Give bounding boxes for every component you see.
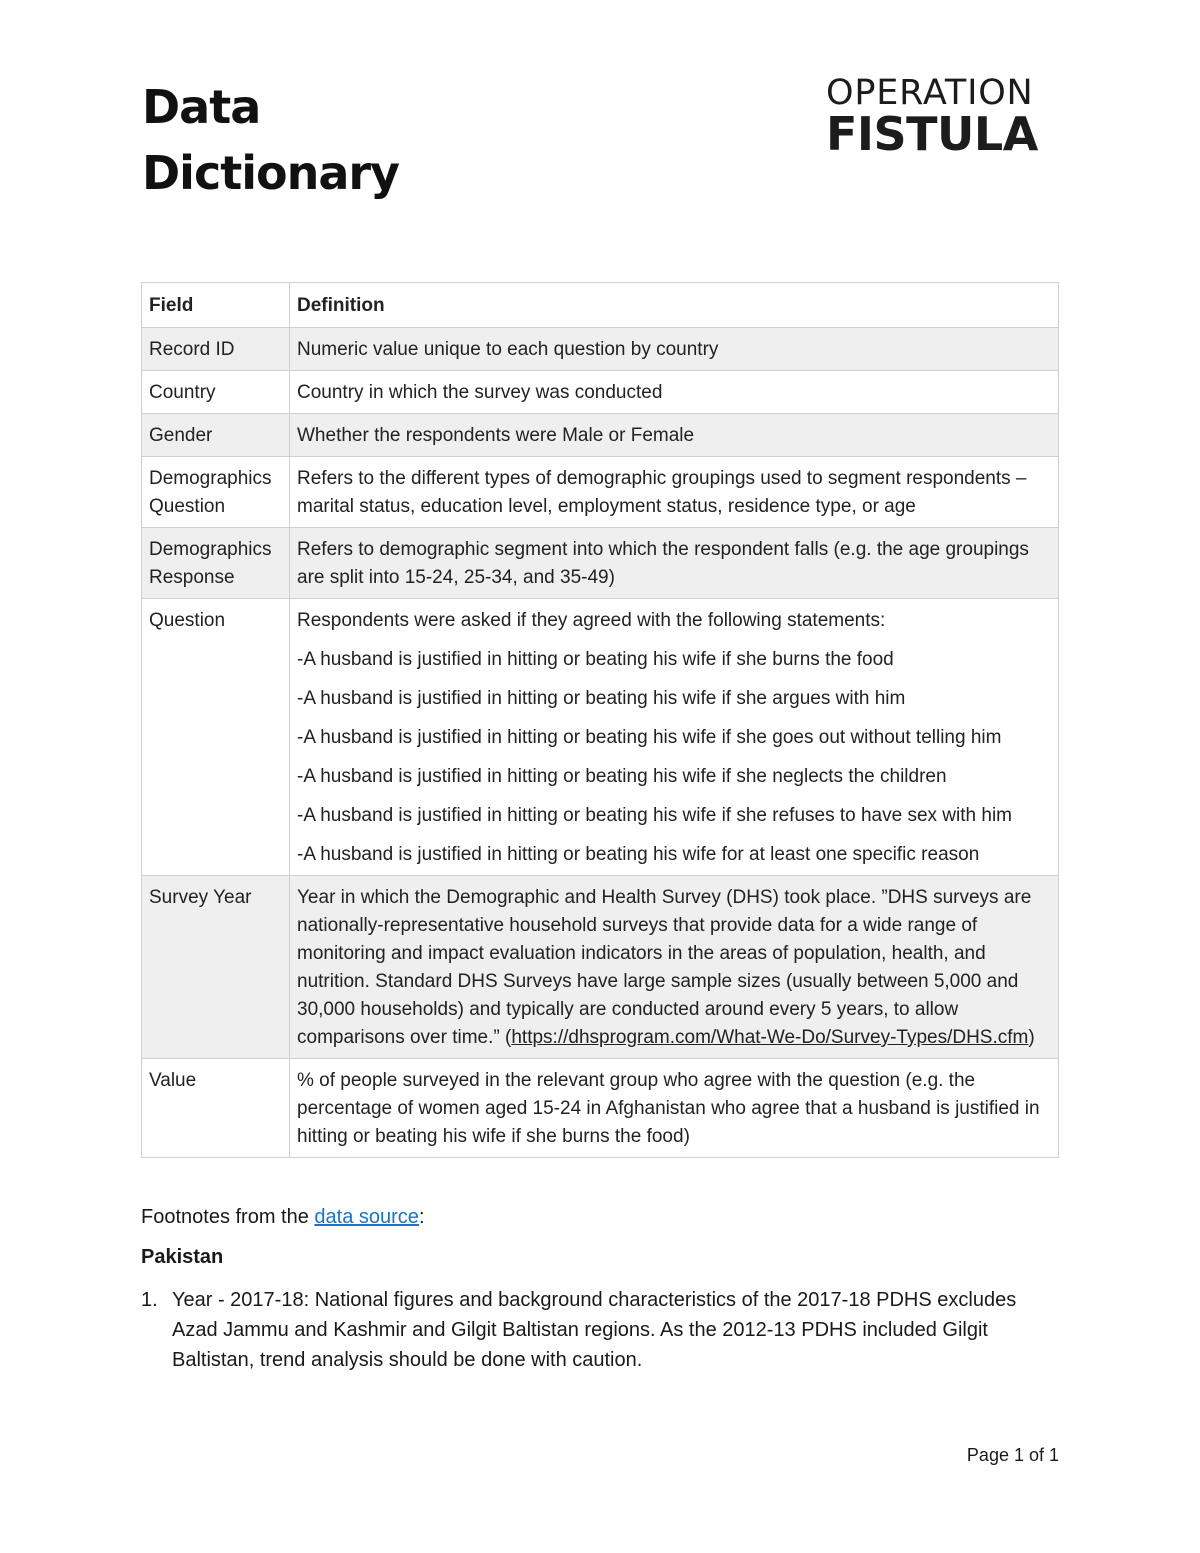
definition-cell: Refers to the different types of demographic groupings used to segment respondents – marital status, education level, employment status, residence type, or age bbox=[290, 457, 1059, 528]
definition-cell: Whether the respondents were Male or Female bbox=[290, 414, 1059, 457]
question-statement: -A husband is justified in hitting or beating his wife if she argues with him bbox=[297, 688, 906, 709]
field-cell: Country bbox=[142, 371, 290, 414]
definition-cell bbox=[290, 599, 1059, 876]
table-row bbox=[142, 876, 1059, 1059]
table-row bbox=[142, 599, 1059, 876]
page-title bbox=[142, 74, 399, 206]
header-definition: Definition bbox=[290, 283, 1059, 328]
field-cell: Survey Year bbox=[142, 876, 290, 1059]
question-statement: -A husband is justified in hitting or beating his wife if she refuses to have sex with him bbox=[297, 805, 1012, 826]
table-row bbox=[142, 1059, 1059, 1158]
table-row bbox=[142, 414, 1059, 457]
table-header-row bbox=[142, 283, 1059, 328]
footnotes-intro-prefix: Footnotes from the bbox=[141, 1206, 315, 1228]
definition-cell: Country in which the survey was conducted bbox=[290, 371, 1059, 414]
title-line-1: Data bbox=[142, 80, 261, 134]
list-item bbox=[141, 1285, 1041, 1375]
header-field: Field bbox=[142, 283, 290, 328]
data-dictionary-table bbox=[141, 282, 1059, 1158]
table-row bbox=[142, 328, 1059, 371]
question-intro: Respondents were asked if they agreed with the following statements: bbox=[297, 610, 886, 631]
question-statement: -A husband is justified in hitting or beating his wife if she neglects the children bbox=[297, 766, 947, 787]
definition-cell: Numeric value unique to each question by country bbox=[290, 328, 1059, 371]
title-line-2: Dictionary bbox=[142, 146, 400, 200]
data-source-link[interactable]: data source bbox=[314, 1206, 419, 1228]
definition-cell: % of people surveyed in the relevant group who agree with the question (e.g. the percentage of women aged 15-24 in Afghanistan who agree that a husband is justified in hitting or beating his wife if she burns the food) bbox=[290, 1059, 1059, 1158]
page-number: Page 1 of 1 bbox=[966, 1445, 1059, 1465]
question-statement: -A husband is justified in hitting or beating his wife if she goes out without telling him bbox=[297, 727, 1002, 748]
definition-cell: Refers to demographic segment into which the respondent falls (e.g. the age groupings are split into 15-24, 25-34, and 35-49) bbox=[290, 528, 1059, 599]
logo-line-1: OPERATION bbox=[826, 73, 1034, 113]
footnote-text: Year - 2017-18: National figures and background characteristics of the 2017-18 PDHS excludes Azad Jammu and Kashmir and Gilgit Baltistan regions. As the 2012-13 PDHS included Gilgit Baltistan, trend analysis should be done with caution. bbox=[172, 1289, 1017, 1371]
table-row bbox=[142, 528, 1059, 599]
definition-cell bbox=[290, 876, 1059, 1059]
operation-fistula-logo bbox=[826, 73, 1050, 161]
field-cell: Value bbox=[142, 1059, 290, 1158]
logo-line-2: FISTULA bbox=[826, 107, 1038, 161]
footnote-list bbox=[141, 1285, 1041, 1375]
survey-year-text-end: ) bbox=[1028, 1027, 1035, 1048]
footnote-number: 1. bbox=[141, 1289, 158, 1311]
footnotes-intro bbox=[141, 1203, 425, 1231]
field-cell: Gender bbox=[142, 414, 290, 457]
footnotes-intro-suffix: : bbox=[418, 1206, 425, 1228]
field-cell: Record ID bbox=[142, 328, 290, 371]
dhs-program-link[interactable]: https://dhsprogram.com/What-We-Do/Survey-Types/DHS.cfm bbox=[511, 1027, 1029, 1048]
field-cell: Demographics Question bbox=[142, 457, 290, 528]
question-statement: -A husband is justified in hitting or beating his wife if she burns the food bbox=[297, 649, 894, 670]
table-row bbox=[142, 371, 1059, 414]
field-cell: Demographics Response bbox=[142, 528, 290, 599]
survey-year-text: Year in which the Demographic and Health Survey (DHS) took place. ”DHS surveys are nationally-representative household surveys that provide data for a wide range of monitoring and impact evaluation indicators in the areas of population, health, and nutrition. Standard DHS Surveys have large sample sizes (usually between 5,000 and 30,000 households) and typically are conducted around every 5 years, to allow comparisons over time.” ( bbox=[297, 887, 1032, 1048]
question-statement: -A husband is justified in hitting or beating his wife for at least one specific reason bbox=[297, 844, 980, 865]
footnote-country-heading: Pakistan bbox=[141, 1246, 224, 1268]
field-cell: Question bbox=[142, 599, 290, 876]
table-row bbox=[142, 457, 1059, 528]
